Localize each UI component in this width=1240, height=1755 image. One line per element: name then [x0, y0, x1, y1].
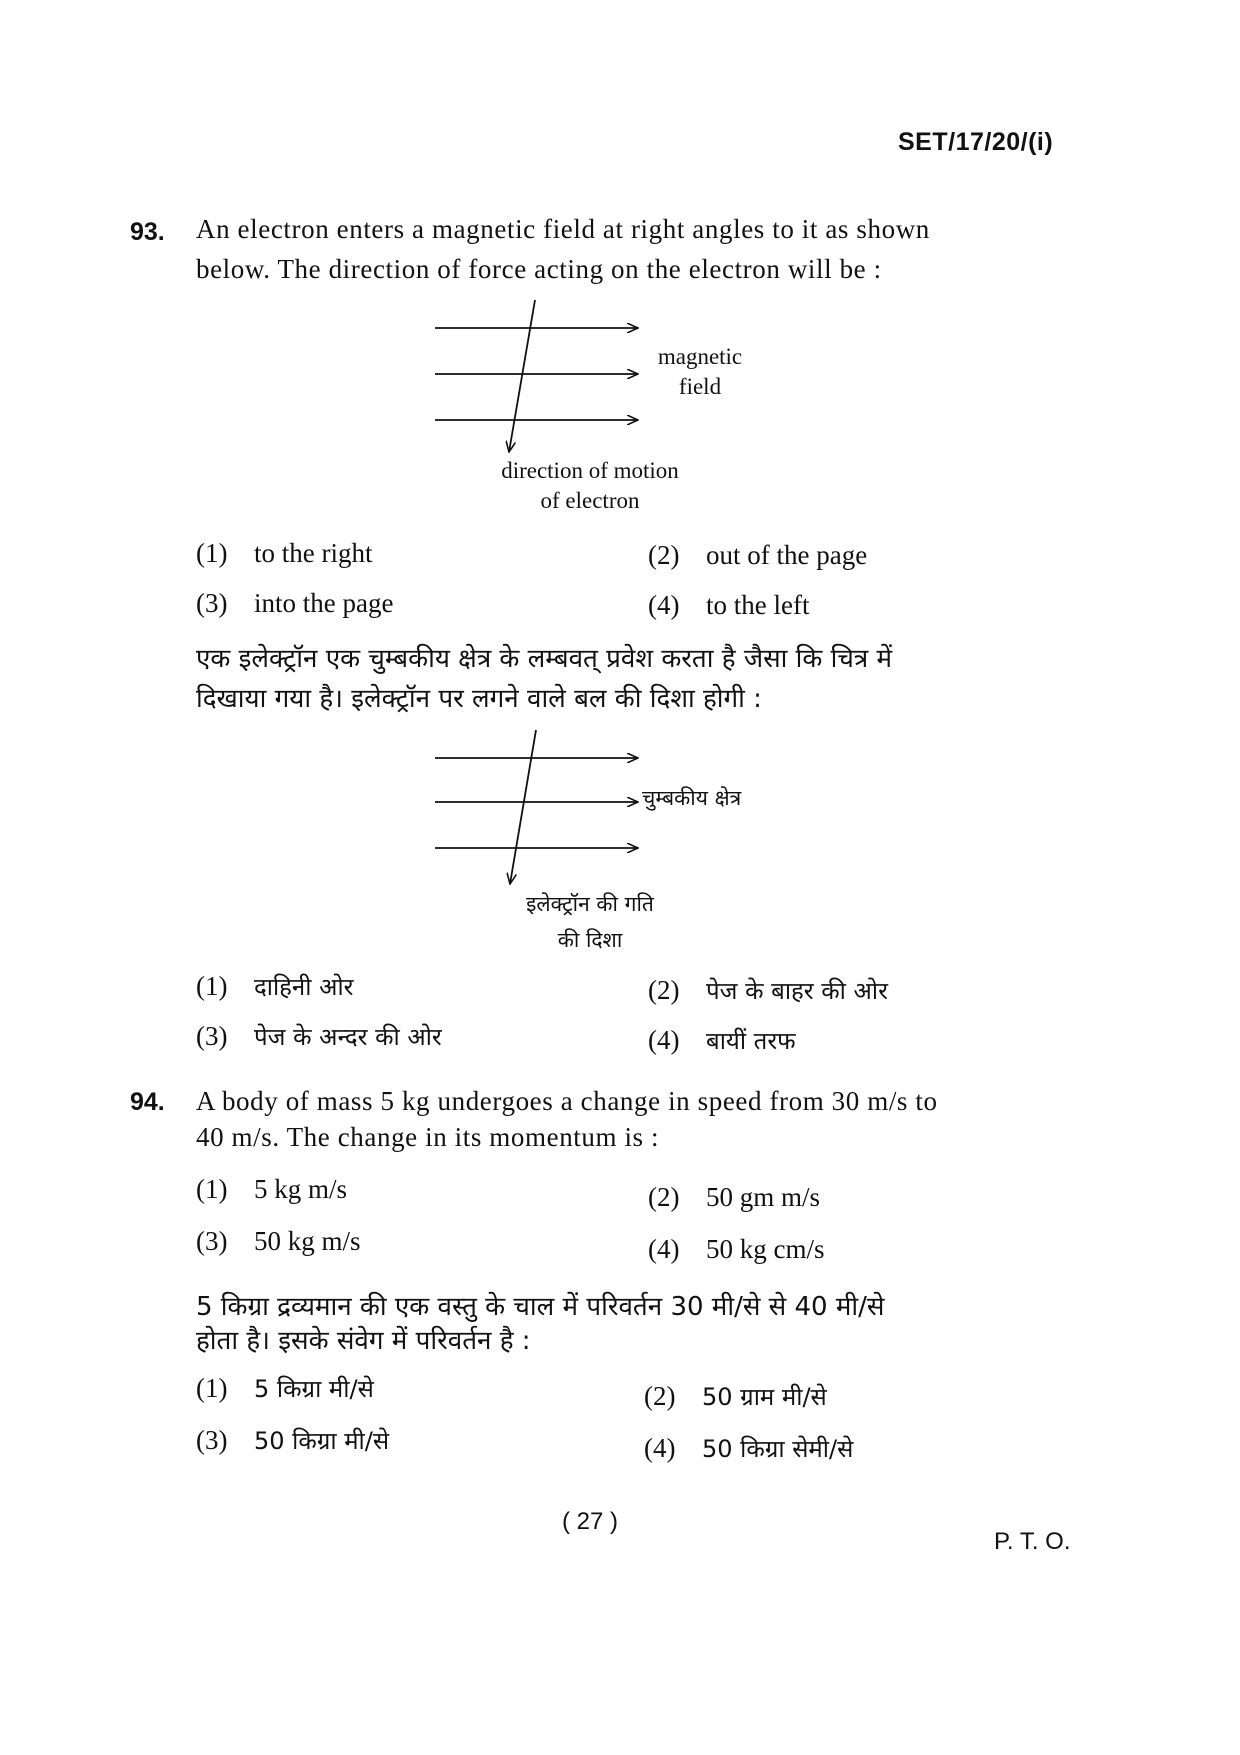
motion-label-hi-line1: इलेक्ट्रॉन की गति [526, 892, 654, 916]
q94-hi-option-2: (2) 50 ग्राम मी/से [644, 1381, 827, 1411]
pto-label: P. T. O. [994, 1528, 1071, 1555]
q94-option-3: (3) 50 kg m/s [196, 1226, 361, 1256]
page-number: ( 27 ) [562, 1508, 619, 1535]
motion-label-line1: direction of motion [501, 458, 679, 483]
q93-option-1: (1) to the right [196, 538, 373, 568]
question-94-text-en-line1: A body of mass 5 kg undergoes a change in speed from 30 m/s to [196, 1086, 938, 1116]
question-94-text-hi-line2: होता है। इसके संवेग में परिवर्तन है : [196, 1326, 531, 1356]
motion-label-hi-line2: की दिशा [557, 928, 623, 952]
set-code: SET/17/20/(i) [898, 128, 1054, 156]
electron-path [509, 300, 535, 452]
q93-option-4: (4) to the left [648, 590, 810, 620]
q94-hi-option-3: (3) 50 किग्रा मी/से [196, 1425, 390, 1455]
field-label-line2: field [678, 374, 722, 399]
q93-hi-option-3: (3) पेज के अन्दर की ओर [196, 1021, 442, 1051]
motion-label-line2: of electron [540, 488, 640, 513]
question-94-text-hi-line1: 5 किग्रा द्रव्यमान की एक वस्तु के चाल में परिवर्तन 30 मी/से से 40 मी/से [196, 1292, 885, 1322]
q93-hi-option-4: (4) बायीं तरफ [648, 1025, 796, 1055]
q93-hi-option-1: (1) दाहिनी ओर [196, 971, 354, 1001]
q94-option-4: (4) 50 kg cm/s [648, 1234, 825, 1264]
q93-option-2: (2) out of the page [648, 540, 868, 570]
q93-hi-option-2: (2) पेज के बाहर की ओर [648, 975, 888, 1005]
q94-hi-option-1: (1) 5 किग्रा मी/से [196, 1373, 374, 1403]
q94-option-2: (2) 50 gm m/s [648, 1182, 821, 1212]
question-93-text-hi-line1: एक इलेक्ट्रॉन एक चुम्बकीय क्षेत्र के लम्बवत् प्रवेश करता है जैसा कि चित्र में [196, 644, 893, 674]
q94-hi-option-4: (4) 50 किग्रा सेमी/से [644, 1433, 854, 1463]
q94-option-1: (1) 5 kg m/s [196, 1174, 348, 1204]
electron-path-hi [510, 730, 536, 884]
question-94-text-en-line2: 40 m/s. The change in its momentum is : [196, 1122, 660, 1152]
question-93-text-en-line1: An electron enters a magnetic field at right angles to it as shown [196, 214, 930, 244]
question-94-number: 94. [130, 1088, 165, 1116]
question-93-text-en-line2: below. The direction of force acting on the electron will be : [196, 254, 882, 284]
question-93-number: 93. [130, 218, 165, 246]
question-93-text-hi-line2: दिखाया गया है। इलेक्ट्रॉन पर लगने वाले बल की दिशा होगी : [196, 684, 762, 714]
q93-option-3: (3) into the page [196, 588, 394, 618]
field-label-hi: चुम्बकीय क्षेत्र [642, 786, 742, 810]
field-label-line1: magnetic [657, 344, 743, 369]
